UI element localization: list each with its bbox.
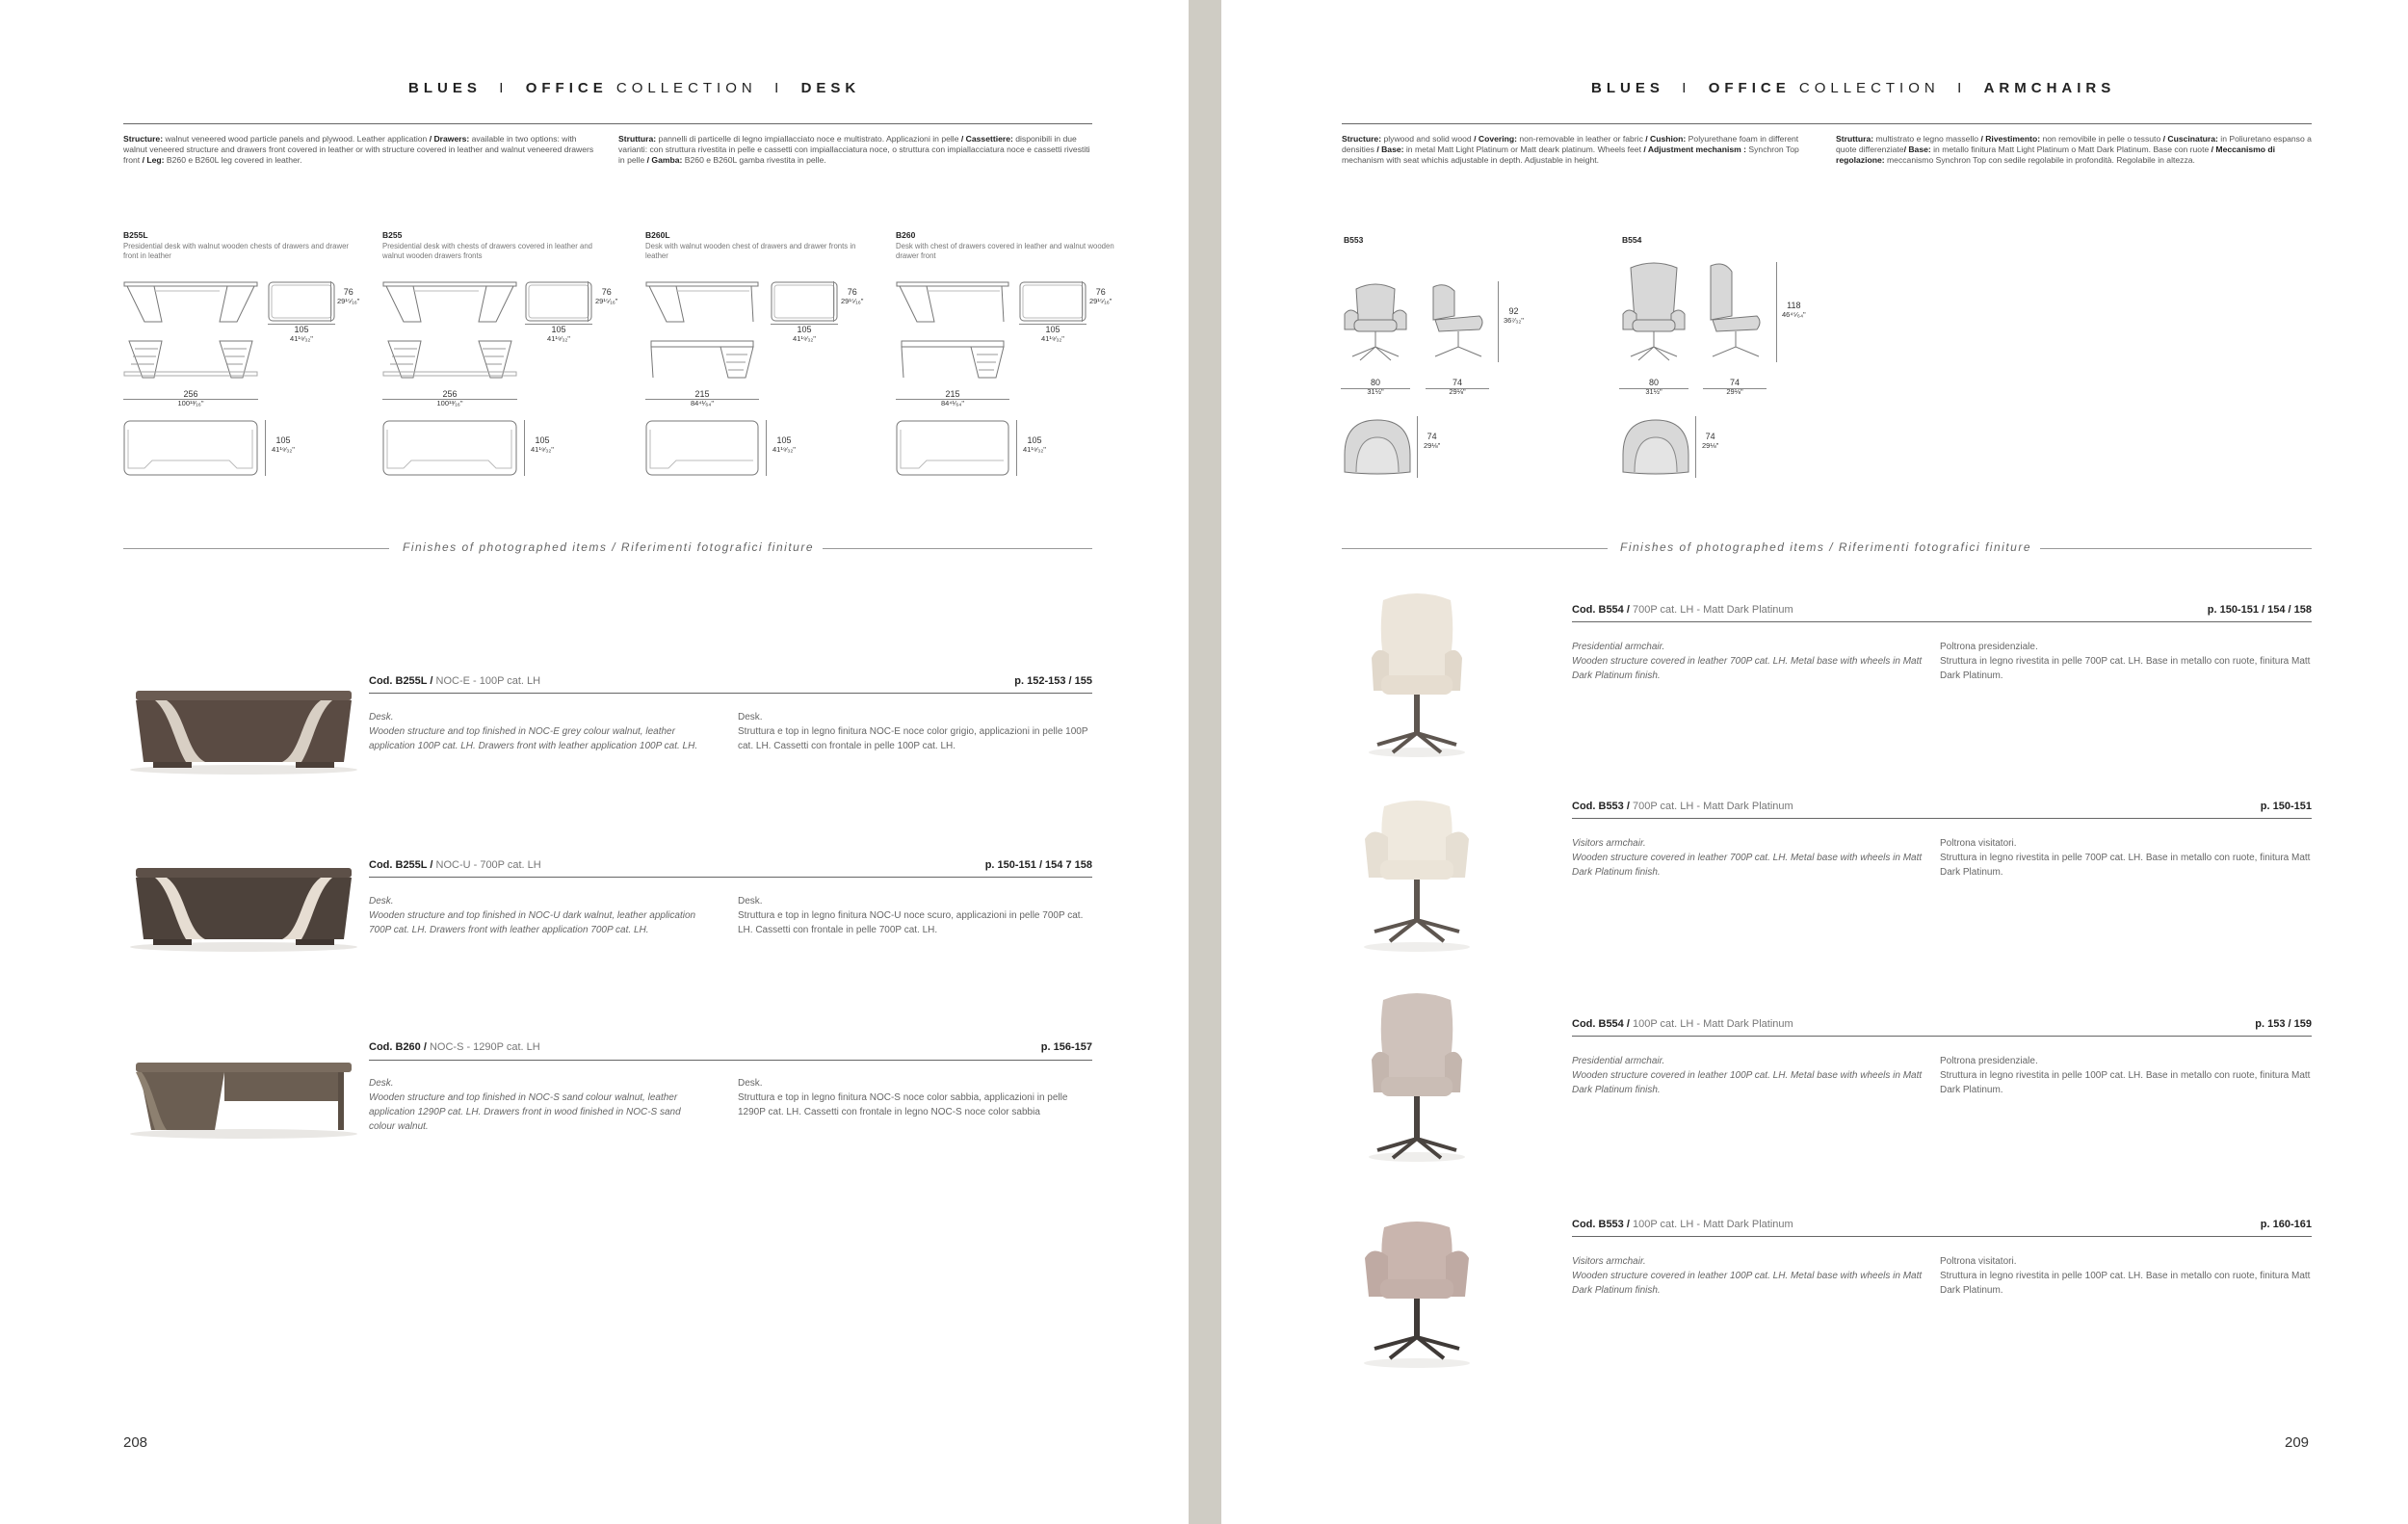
desk-side-view: [1019, 281, 1086, 325]
header-rule: [1342, 123, 2312, 124]
divider-line: [2040, 548, 2312, 549]
product-description-it: Desk. Struttura e top in legno finitura NOC-E noce color grigio, applicazioni in pelle 100P cat. LH. Cassetti con frontale in pelle 100P cat. LH.: [738, 712, 1088, 751]
model-code: B255L: [123, 230, 148, 240]
product-pages: p. 150-151 / 154 / 158: [2207, 604, 2312, 616]
right-page: [1221, 0, 2408, 1524]
intro-italian: Struttura: pannelli di particelle di legno impiallacciato noce e multistrato. Applicazioni in pelle / Cassettiere: disponibili in due varianti: con struttura rivestita in pelle e cassetti con impiallacciatura noce, o struttura con impiallacciatura noce e cassetti rivestiti in pelle / Gamba: B260 e B260L gamba rivestita in pelle.: [618, 134, 1090, 165]
desk-back-view: [896, 339, 1009, 382]
finishes-heading: Finishes of photographed items / Riferimenti fotografici finiture: [403, 540, 814, 554]
armchair-front-view: [1341, 281, 1410, 362]
product-description-it: Poltrona presidenziale. Struttura in legno rivestita in pelle 100P cat. LH. Base in metallo con ruote, finitura Matt Dark Platinum.: [1940, 1056, 2311, 1095]
page-number: 208: [123, 1434, 148, 1451]
desk-photo-B260-noc-s: [128, 1049, 359, 1141]
desk-back-view: [382, 339, 517, 382]
product-pages: p. 153 / 159: [2255, 1018, 2312, 1030]
product-pages: p. 156-157: [1040, 1041, 1092, 1053]
dim-depth: 105 41¹⁹⁄₃₂": [793, 325, 816, 343]
model-code: B255: [382, 230, 403, 240]
dim-width: 256 100¹³⁄₁₆": [177, 389, 204, 407]
desk-front-view: [896, 281, 1009, 325]
dim-line: [588, 281, 589, 322]
model-code: B553: [1344, 235, 1364, 245]
product-description-it: Desk. Struttura e top in legno finitura NOC-S noce color sabbia, applicazioni in pelle 1290P cat. LH. Cassetti con frontale in legno NOC-S noce color sabbia: [738, 1078, 1068, 1117]
intro-italian: Struttura: multistrato e legno massello / Rivestimento: non removibile in pelle o tessuto / Cuscinatura: in Poliuretano espanso a quote differenziate/ Base: in metallo finitura Matt Light Platinum o Matt Dark Platinum. Base con ruote / Meccanismo di regolazione: meccanismo Synchron Top con sedile regolabile in profondità. Regolabile in altezza.: [1836, 134, 2312, 165]
dim-width: 256 100¹³⁄₁₆": [436, 389, 463, 407]
intro-english: Structure: plywood and solid wood / Covering: non-removable in leather or fabric / Cushion: Polyurethane foam in different densities / Base: in metal Matt Light Platinum or Matt deark platinum. Wheels feet / Adjustment mechanism : Synchron Top mechanism with seat whichis adjustable in depth. Adjustable in height.: [1342, 134, 1799, 165]
dim-line: [1695, 416, 1696, 478]
dim-line: [1016, 420, 1017, 476]
product-title: Cod. B255L / NOC-E - 100P cat. LH: [369, 675, 541, 687]
desk-top-view: [382, 420, 517, 476]
page-header: BLUES I OFFICE COLLECTION I DESK: [408, 80, 861, 96]
dim-height: 76 29¹⁵⁄₁₆": [337, 287, 360, 305]
desk-photo-B255L-noc-u: [128, 862, 359, 954]
dim-line: [265, 420, 266, 476]
page-header: BLUES I OFFICE COLLECTION I ARMCHAIRS: [1591, 80, 2116, 96]
dim-width: 80 31½": [1367, 378, 1384, 396]
product-pages: p. 150-151: [2260, 801, 2312, 812]
model-code: B554: [1622, 235, 1642, 245]
page-number: 209: [2285, 1434, 2310, 1451]
product-rule: [369, 693, 1092, 694]
product-description-en: Desk. Wooden structure and top finished in NOC-E grey colour walnut, leather application 100P cat. LH. Drawers front with leather application 100P cat. LH.: [369, 712, 698, 751]
product-rule: [1572, 1236, 2312, 1237]
dim-depth: 74 29⅛": [1726, 378, 1743, 396]
product-title: Cod. B260 / NOC-S - 1290P cat. LH: [369, 1041, 540, 1053]
armchair-photo-B553-cream: [1359, 795, 1475, 954]
product-description-it: Desk. Struttura e top in legno finitura NOC-U noce scuro, applicazioni in pelle 700P cat. LH. Cassetti con frontale in pelle 700P cat. LH.: [738, 896, 1084, 935]
model-description: Desk with chest of drawers covered in leather and walnut wooden drawer front: [896, 242, 1114, 260]
product-description-it: Poltrona visitatori. Struttura in legno rivestita in pelle 100P cat. LH. Base in metallo con ruote, finitura Matt Dark Platinum.: [1940, 1256, 2311, 1296]
armchair-front-view: [1619, 262, 1688, 362]
product-title: Cod. B554 / 700P cat. LH - Matt Dark Platinum: [1572, 604, 1793, 616]
desk-top-view: [896, 420, 1009, 476]
product-rule: [369, 1060, 1092, 1061]
dim-line: [1776, 262, 1777, 362]
divider-line: [823, 548, 1092, 549]
dim-depth-top: 105 41¹⁹⁄₃₂": [272, 435, 295, 454]
desk-front-view: [382, 281, 517, 325]
model-code: B260: [896, 230, 916, 240]
product-rule: [1572, 621, 2312, 622]
page-gutter: [1189, 0, 1221, 1524]
product-title: Cod. B255L / NOC-U - 700P cat. LH: [369, 859, 541, 871]
model-description: Presidential desk with walnut wooden chests of drawers and drawer front in leather: [123, 242, 350, 260]
dim-line: [330, 281, 331, 322]
armchair-photo-B553-rose: [1359, 1216, 1475, 1370]
desk-side-view: [525, 281, 592, 325]
dim-line: [1498, 281, 1499, 362]
desk-back-view: [645, 339, 759, 382]
dim-line: [766, 420, 767, 476]
finishes-heading: Finishes of photographed items / Riferimenti fotografici finiture: [1620, 540, 2031, 554]
dim-height: 118 46⁴⁵⁄₆₄": [1782, 301, 1806, 319]
divider-line: [123, 548, 389, 549]
dim-depth-top: 74 29⅛": [1702, 432, 1719, 450]
product-description-en: Visitors armchair. Wooden structure covered in leather 100P cat. LH. Metal base with wheels in Matt Dark Platinum finish.: [1572, 1256, 1923, 1296]
model-code: B260L: [645, 230, 670, 240]
dim-depth: 105 41¹⁹⁄₃₂": [547, 325, 570, 343]
dim-width: 215 84⁴¹⁄₆₄": [940, 389, 965, 407]
dim-line: [1417, 416, 1418, 478]
armchair-top-view: [1341, 416, 1414, 478]
armchair-side-view: [1703, 262, 1767, 362]
dim-height: 76 29¹⁵⁄₁₆": [595, 287, 618, 305]
dim-depth-top: 105 41¹⁹⁄₃₂": [531, 435, 554, 454]
armchair-side-view: [1426, 281, 1489, 362]
product-rule: [1572, 1036, 2312, 1037]
product-description-it: Poltrona visitatori. Struttura in legno rivestita in pelle 700P cat. LH. Base in metallo con ruote, finitura Matt Dark Platinum.: [1940, 838, 2311, 878]
dim-depth: 74 29⅛": [1449, 378, 1466, 396]
product-rule: [369, 877, 1092, 878]
product-pages: p. 152-153 / 155: [1014, 675, 1092, 687]
dim-height: 92 36⁷⁄₃₂": [1504, 306, 1524, 325]
product-description-it: Poltrona presidenziale. Struttura in legno rivestita in pelle 700P cat. LH. Base in metallo con ruote, finitura Matt Dark Platinum.: [1940, 642, 2311, 681]
dim-depth: 105 41¹⁹⁄₃₂": [290, 325, 313, 343]
model-description: Desk with walnut wooden chest of drawers and drawer fronts in leather: [645, 242, 856, 260]
product-description-en: Desk. Wooden structure and top finished in NOC-U dark walnut, leather application 700P cat. LH. Drawers front with leather application 700P cat. LH.: [369, 896, 696, 935]
desk-top-view: [645, 420, 759, 476]
desk-back-view: [123, 339, 258, 382]
desk-top-view: [123, 420, 258, 476]
dim-line: [524, 420, 525, 476]
desk-side-view: [771, 281, 838, 325]
product-description-en: Presidential armchair. Wooden structure covered in leather 100P cat. LH. Metal base with wheels in Matt Dark Platinum finish.: [1572, 1056, 1923, 1095]
intro-english: Structure: walnut veneered wood particle panels and plywood. Leather application / Drawers: available in two options: with walnut veneered structure and drawers front covered in leather or with structure covered in leather and walnut veneered drawers front / Leg: B260 e B260L leg covered in leather.: [123, 134, 594, 165]
armchair-photo-B554-taupe: [1364, 990, 1470, 1164]
product-title: Cod. B553 / 100P cat. LH - Matt Dark Platinum: [1572, 1219, 1793, 1230]
product-pages: p. 160-161: [2260, 1219, 2312, 1230]
header-rule: [123, 123, 1092, 124]
product-description-en: Visitors armchair. Wooden structure covered in leather 700P cat. LH. Metal base with wheels in Matt Dark Platinum finish.: [1572, 838, 1923, 878]
dim-depth: 105 41¹⁹⁄₃₂": [1041, 325, 1064, 343]
product-pages: p. 150-151 / 154 7 158: [984, 859, 1092, 871]
product-rule: [1572, 818, 2312, 819]
divider-line: [1342, 548, 1608, 549]
left-page: [0, 0, 1189, 1524]
dim-depth-top: 105 41¹⁹⁄₃₂": [772, 435, 796, 454]
desk-front-view: [123, 281, 258, 325]
dim-width: 215 84⁴¹⁄₆₄": [690, 389, 715, 407]
desk-side-view: [268, 281, 335, 325]
product-title: Cod. B554 / 100P cat. LH - Matt Dark Platinum: [1572, 1018, 1793, 1030]
dim-height: 76 29¹⁵⁄₁₆": [1089, 287, 1112, 305]
armchair-photo-B554-cream: [1364, 591, 1470, 759]
dim-line: [1082, 281, 1083, 322]
desk-front-view: [645, 281, 759, 325]
product-description-en: Presidential armchair. Wooden structure covered in leather 700P cat. LH. Metal base with wheels in Matt Dark Platinum finish.: [1572, 642, 1923, 681]
dim-height: 76 29¹⁵⁄₁₆": [841, 287, 864, 305]
dim-width: 80 31½": [1645, 378, 1662, 396]
model-description: Presidential desk with chests of drawers covered in leather and walnut wooden drawers fronts: [382, 242, 592, 260]
dim-depth-top: 74 29⅛": [1424, 432, 1441, 450]
product-description-en: Desk. Wooden structure and top finished in NOC-S sand colour walnut, leather application 1290P cat. LH. Drawers front in wood finished in NOC-S sand colour walnut.: [369, 1078, 681, 1132]
dim-line: [833, 281, 834, 322]
product-title: Cod. B553 / 700P cat. LH - Matt Dark Platinum: [1572, 801, 1793, 812]
desk-photo-B255L-noc-e: [128, 685, 359, 776]
armchair-top-view: [1619, 416, 1692, 478]
dim-depth-top: 105 41¹⁹⁄₃₂": [1023, 435, 1046, 454]
